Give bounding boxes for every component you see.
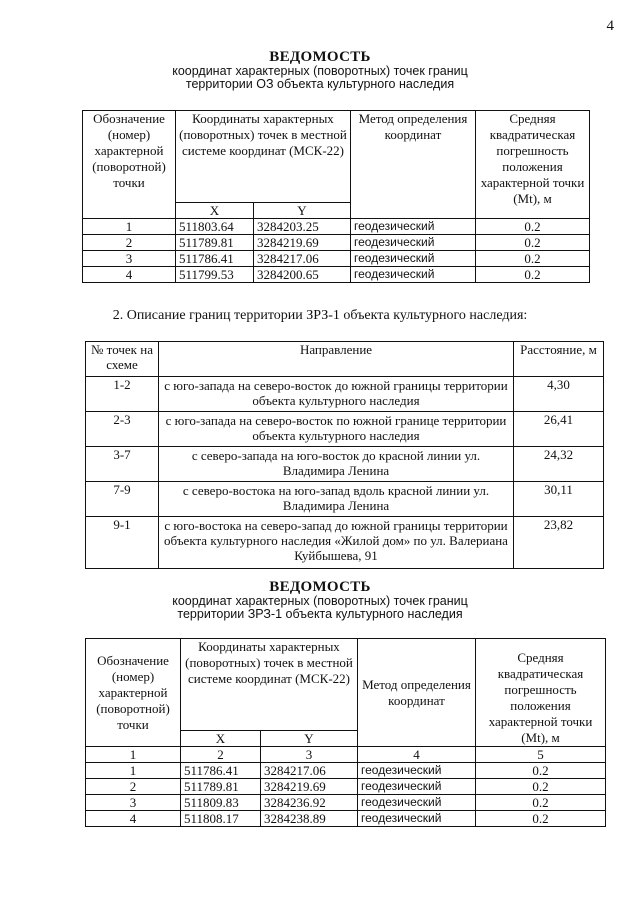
section2-title: 2. Описание границ территории ЗРЗ-1 объекта культурного наследия: (112, 308, 528, 323)
point-number: 4 (86, 811, 181, 827)
y-value: 3284217.06 (261, 763, 358, 779)
point-number: 2 (86, 779, 181, 795)
mt-value: 0.2 (476, 251, 590, 267)
mt-value: 0.2 (476, 763, 606, 779)
sheet2-title: ВЕДОМОСТЬ (269, 579, 371, 595)
sheet2-subtitle-line1: координат характерных (поворотных) точек границ (172, 594, 468, 608)
table-row (83, 235, 590, 251)
method-value: геодезический (351, 235, 476, 251)
y-value: 3284236.92 (261, 795, 358, 811)
point-number: 4 (83, 267, 176, 283)
table-row (86, 779, 606, 795)
distance-value: 30,11 (514, 482, 604, 517)
mt-value: 0.2 (476, 267, 590, 283)
method-value: геодезический (358, 763, 476, 779)
mt-value: 0.2 (476, 235, 590, 251)
sheet1-title: ВЕДОМОСТЬ (269, 49, 371, 65)
mt-value: 0.2 (476, 219, 590, 235)
table-header-row (86, 342, 604, 377)
table-row (86, 517, 604, 569)
table-row (86, 447, 604, 482)
boundary-description-table (85, 341, 604, 569)
sheet2-subtitle-line2: территории ЗРЗ-1 объекта культурного наследия (177, 607, 463, 621)
distance-header: Расстояние, м (514, 342, 604, 377)
distance-value: 24,32 (514, 447, 604, 482)
method-value: геодезический (351, 267, 476, 283)
table-row (86, 811, 606, 827)
point-number: 3 (83, 251, 176, 267)
designation-header: Обозначение (номер) характерной (поворотной) точки (86, 639, 181, 747)
column-number: 5 (476, 747, 606, 763)
y-value: 3284238.89 (261, 811, 358, 827)
x-value: 511789.81 (176, 235, 254, 251)
method-value: геодезический (358, 779, 476, 795)
direction-value: с юго-запада на северо-восток по южной границе территории объекта культурного наследия (159, 412, 514, 447)
method-value: геодезический (351, 251, 476, 267)
column-number: 1 (86, 747, 181, 763)
y-value: 3284219.69 (254, 235, 351, 251)
y-value: 3284203.25 (254, 219, 351, 235)
column-number: 4 (358, 747, 476, 763)
distance-value: 26,41 (514, 412, 604, 447)
direction-value: с северо-запада на юго-восток до красной линии ул. Владимира Ленина (159, 447, 514, 482)
sheet2-heading (0, 579, 640, 621)
points-value: 3-7 (86, 447, 159, 482)
mt-value: 0.2 (476, 779, 606, 795)
method-value: геодезический (358, 795, 476, 811)
point-number: 1 (86, 763, 181, 779)
y-header: Y (254, 203, 351, 219)
sheet1-subtitle-line2: территории ОЗ объекта культурного наследия (185, 77, 455, 91)
method-value: геодезический (358, 811, 476, 827)
designation-header: Обозначение (номер) характерной (поворотной) точки (83, 111, 176, 219)
table-row (83, 251, 590, 267)
direction-value: с юго-востока на северо-запад до южной границы территории объекта культурного наследия «Жилой дом» по ул. Валериана Куйбышева, 91 (159, 517, 514, 569)
y-value: 3284219.69 (261, 779, 358, 795)
table-row (86, 795, 606, 811)
direction-header: Направление (159, 342, 514, 377)
method-header: Метод определения координат (351, 111, 476, 219)
table-row (86, 412, 604, 447)
method-header: Метод определения координат (358, 639, 476, 747)
points-value: 9-1 (86, 517, 159, 569)
x-value: 511786.41 (181, 763, 261, 779)
points-value: 7-9 (86, 482, 159, 517)
direction-value: с юго-запада на северо-восток до южной границы территории объекта культурного наследия (159, 377, 514, 412)
y-value: 3284200.65 (254, 267, 351, 283)
table-row (83, 267, 590, 283)
points-value: 1-2 (86, 377, 159, 412)
coordinates-header: Координаты характерных (поворотных) точек в местной системе координат (МСК-22) (181, 639, 358, 731)
mt-value: 0.2 (476, 811, 606, 827)
x-value: 511799.53 (176, 267, 254, 283)
table-row (83, 219, 590, 235)
error-header: Средняя квадратическая погрешность положения характерной точки (Mt), м (476, 639, 606, 747)
table-header-row (86, 639, 606, 731)
point-number: 2 (83, 235, 176, 251)
y-value: 3284217.06 (254, 251, 351, 267)
column-number: 2 (181, 747, 261, 763)
points-value: 2-3 (86, 412, 159, 447)
x-header: X (181, 731, 261, 747)
mt-value: 0.2 (476, 795, 606, 811)
distance-value: 23,82 (514, 517, 604, 569)
sheet1-heading (0, 49, 640, 91)
x-value: 511803.64 (176, 219, 254, 235)
x-value: 511786.41 (176, 251, 254, 267)
page-number: 4 (606, 18, 614, 34)
direction-value: с северо-востока на юго-запад вдоль красной линии ул. Владимира Ленина (159, 482, 514, 517)
x-value: 511789.81 (181, 779, 261, 795)
method-value: геодезический (351, 219, 476, 235)
sheet1-subtitle-line1: координат характерных (поворотных) точек границ (172, 64, 468, 78)
sheet1-table (82, 110, 590, 283)
y-header: Y (261, 731, 358, 747)
column-number-row (86, 747, 606, 763)
table-row (86, 377, 604, 412)
table-header-row (83, 111, 590, 203)
table-row (86, 763, 606, 779)
distance-value: 4,30 (514, 377, 604, 412)
points-header: № точек на схеме (86, 342, 159, 377)
coordinates-header: Координаты характерных (поворотных) точек в местной системе координат (МСК-22) (176, 111, 351, 203)
sheet2-table (85, 638, 606, 827)
x-value: 511809.83 (181, 795, 261, 811)
x-header: X (176, 203, 254, 219)
point-number: 1 (83, 219, 176, 235)
column-number: 3 (261, 747, 358, 763)
error-header: Средняя квадратическая погрешность положения характерной точки (Mt), м (476, 111, 590, 219)
point-number: 3 (86, 795, 181, 811)
x-value: 511808.17 (181, 811, 261, 827)
table-row (86, 482, 604, 517)
